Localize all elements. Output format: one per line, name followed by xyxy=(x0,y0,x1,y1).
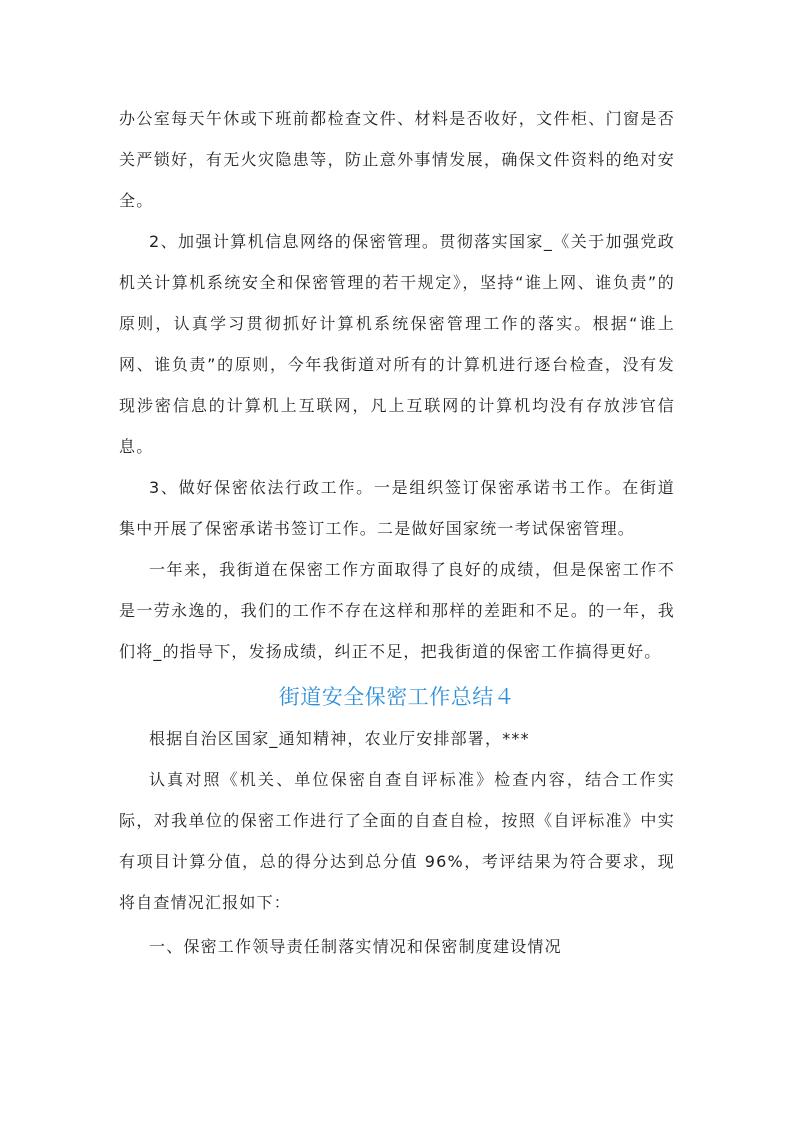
paragraph-archive-safety: 办公室每天午休或下班前都检查文件、材料是否收好，文件柜、门窗是否关严锁好，有无火灾隐患等，防止意外事情发展，确保文件资料的绝对安全。 xyxy=(119,109,675,210)
paragraph-legal-administration: 3、做好保密依法行政工作。一是组织签订保密承诺书工作。在街道集中开展了保密承诺书签订工作。二是做好国家统一考试保密管理。 xyxy=(119,478,675,538)
paragraph-heading-one: 一、保密工作领导责任制落实情况和保密制度建设情况 xyxy=(149,937,562,956)
section-title: 街道安全保密工作总结４ xyxy=(278,685,516,709)
paragraph-computer-network: 2、加强计算机信息网络的保密管理。贯彻落实国家_《关于加强党政机关计算机系统安全和保密管理的若干规定》，坚持“谁上网、谁负责”的原则，认真学习贯彻抓好计算机系统保密管理工作的落实。根据“谁上网、谁负责”的原则，今年我街道对所有的计算机进行逐台检查，没有发现涉密信息的计算机上互联网，凡上互联网的计算机均没有存放涉官信息。 xyxy=(119,232,675,456)
paragraph-self-inspection: 认真对照《机关、单位保密自查自评标准》检查内容，结合工作实际，对我单位的保密工作进行了全面的自查自检，按照《自评标准》中实有项目计算分值，总的得分达到总分值 96%，考评结果为符合要求，现将自查情况汇报如下： xyxy=(119,770,675,912)
paragraph-notice-basis: 根据自治区国家_通知精神，农业厅安排部署，*** xyxy=(149,729,530,748)
paragraph-year-summary: 一年来，我街道在保密工作方面取得了良好的成绩，但是保密工作不是一劳永逸的，我们的工作不存在这样和那样的差距和不足。的一年，我们将_的指导下，发扬成绩，纠正不足，把我街道的保密工作搞得更好。 xyxy=(119,560,675,661)
document-body xyxy=(119,98,675,967)
